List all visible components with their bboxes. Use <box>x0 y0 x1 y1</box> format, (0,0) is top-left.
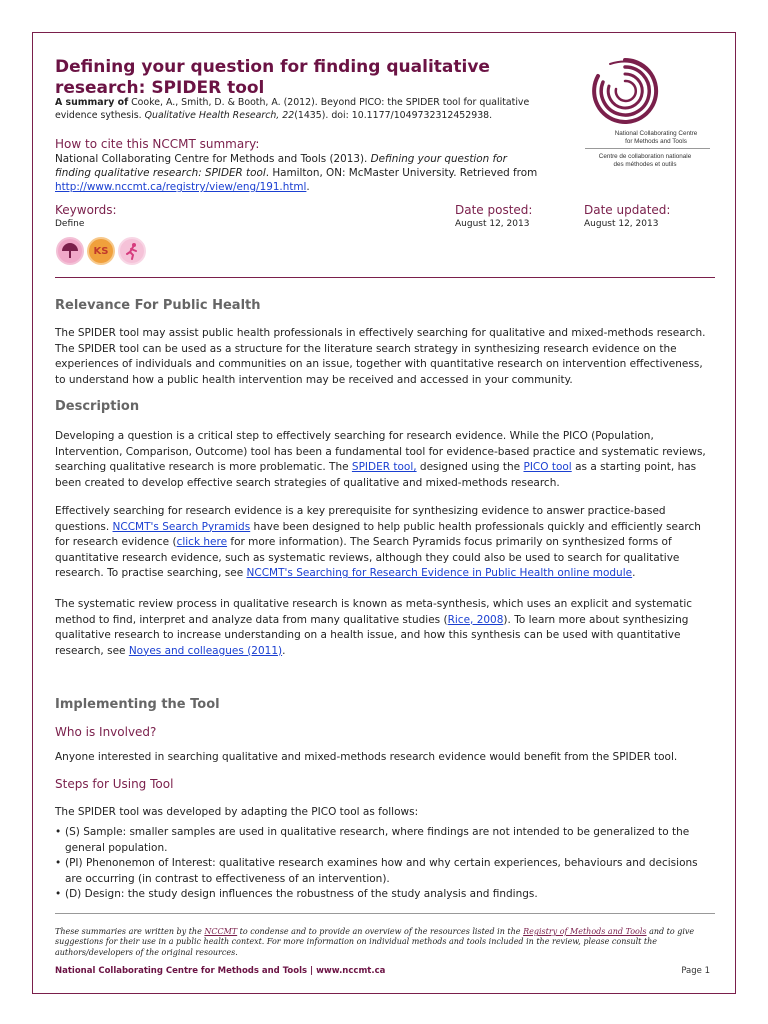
registry-link[interactable]: Registry of Methods and Tools <box>523 927 647 936</box>
who-heading: Who is Involved? <box>55 725 157 739</box>
who-text: Anyone interested in searching qualitative and mixed-methods research evidence would benefit from the SPIDER tool. <box>55 751 678 763</box>
rice-2008-link[interactable]: Rice, 2008 <box>447 613 504 626</box>
footer-org: National Collaborating Centre for Methods and Tools | www.nccmt.ca <box>55 966 386 976</box>
list-item: • (S) Sample: smaller samples are used in qualitative research, where findings are not intended to be generalized to the general population. <box>55 825 715 856</box>
org-name-fr: Centre de collaboration nationale des méthodes et outils <box>598 153 692 168</box>
date-posted-value: August 12, 2013 <box>455 219 530 229</box>
summary-citation: A summary of Cooke, A., Smith, D. & Booth, A. (2012). Beyond PICO: the SPIDER tool for qualitative evidence sythesis. Qualitative Health Research, 22(1435). doi: 10.1177/1049732312452938. <box>55 97 530 121</box>
list-item: • (PI) Phenonemon of Interest: qualitative research examines how and why certain experiences, behaviours and decisions are occurring (in contrast to effectiveness of an intervention). <box>55 856 715 887</box>
org-divider <box>585 148 710 149</box>
spider-tool-link[interactable]: SPIDER tool, <box>351 461 417 474</box>
keywords-value: Define <box>55 219 85 229</box>
noyes-link[interactable]: Noyes and colleagues (2011) <box>128 644 283 657</box>
steps-list <box>55 825 715 903</box>
org-name-en: National Collaborating Centre for Methods and Tools <box>614 130 698 145</box>
pico-tool-link[interactable]: PICO tool <box>523 461 572 474</box>
nccmt-logo-icon <box>590 56 660 126</box>
cite-url-link[interactable]: http://www.nccmt.ca/registry/view/eng/191.html <box>55 181 307 193</box>
steps-heading: Steps for Using Tool <box>55 777 174 791</box>
implementing-heading: Implementing the Tool <box>55 697 220 712</box>
runner-icon <box>118 237 146 265</box>
date-updated-label: Date updated: <box>584 203 671 217</box>
ks-badge-icon: KS <box>87 237 115 265</box>
cite-heading: How to cite this NCCMT summary: <box>55 137 260 151</box>
description-paragraph-3: The systematic review process in qualitative research is known as meta-synthesis, which uses an explicit and systematic method to find, interpret and analyze data from many qualitative studies (Rice, 2008). To learn more about synthesizing qualitative research to increase understanding on a health issue, and how this synthesis can be used with quantitative research, see Noyes and colleagues (2011). <box>55 598 693 657</box>
nccmt-link[interactable]: NCCMT <box>204 927 238 936</box>
category-badges <box>56 237 156 267</box>
description-paragraph-1: Developing a question is a critical step to effectively searching for research evidence. While the PICO (Population, Intervention, Comparison, Outcome) tool has been a fundamental tool for evidence-based practice and systematic reviews, searching qualitative research is more problematic. The SPIDER tool, designed using the PICO tool as a starting point, has been created to develop effective search strategies of qualitative and mixed-methods research. <box>55 430 706 489</box>
steps-intro: The SPIDER tool was developed by adapting the PICO tool as follows: <box>55 806 419 818</box>
relevance-paragraph: The SPIDER tool may assist public health professionals in effectively searching for qualitative and mixed-methods research. The SPIDER tool can be used as a structure for the literature search strategy in synthesizing research evidence on the experiences of individuals and communities on an issue, together with quantitative research on intervention effectiveness, to understand how a public health intervention may be received and accessed in your community. <box>55 327 706 386</box>
footer-note: These summaries are written by the NCCMT to condense and to provide an overview of the resources listed in the Registry of Methods and Tools and to give suggestions for their use in a public health context. For more information on individual methods and tools included in the review, please consult the authors/developers of the original resources. <box>55 927 695 957</box>
description-paragraph-2: Effectively searching for research evidence is a key prerequisite for synthesizing evidence to answer practice-based questions. NCCMT's Search Pyramids have been designed to help public health professionals quickly and efficiently search for research evidence (click here for more information). The Search Pyramids focus primarily on synthesized forms of quantitative research evidence, such as systematic reviews, although they could also be used to search for qualitative research. To practise searching, see NCCMT's Searching for Research Evidence in Public Health online module. <box>55 505 701 580</box>
header-divider <box>55 277 715 278</box>
click-here-link[interactable]: click here <box>176 536 228 549</box>
cite-text: National Collaborating Centre for Methods and Tools (2013). Defining your question for finding qualitative research: SPIDER tool. Hamilton, ON: McMaster University. Retrieved from http://www.nccmt.ca/registry/view/eng/191.html. <box>55 153 538 193</box>
umbrella-icon <box>56 237 84 265</box>
date-posted-label: Date posted: <box>455 203 533 217</box>
page-number: Page 1 <box>681 966 710 976</box>
search-pyramids-link[interactable]: NCCMT's Search Pyramids <box>112 520 251 533</box>
keywords-label: Keywords: <box>55 203 117 217</box>
description-heading: Description <box>55 399 140 414</box>
footer-divider <box>55 913 715 914</box>
relevance-heading: Relevance For Public Health <box>55 298 261 313</box>
date-updated-value: August 12, 2013 <box>584 219 659 229</box>
online-module-link[interactable]: NCCMT's Searching for Research Evidence in Public Health online module <box>246 567 633 580</box>
page-title: Defining your question for finding qualitative research: SPIDER tool <box>55 57 490 98</box>
list-item: • (D) Design: the study design influences the robustness of the study analysis and findings. <box>55 887 715 903</box>
